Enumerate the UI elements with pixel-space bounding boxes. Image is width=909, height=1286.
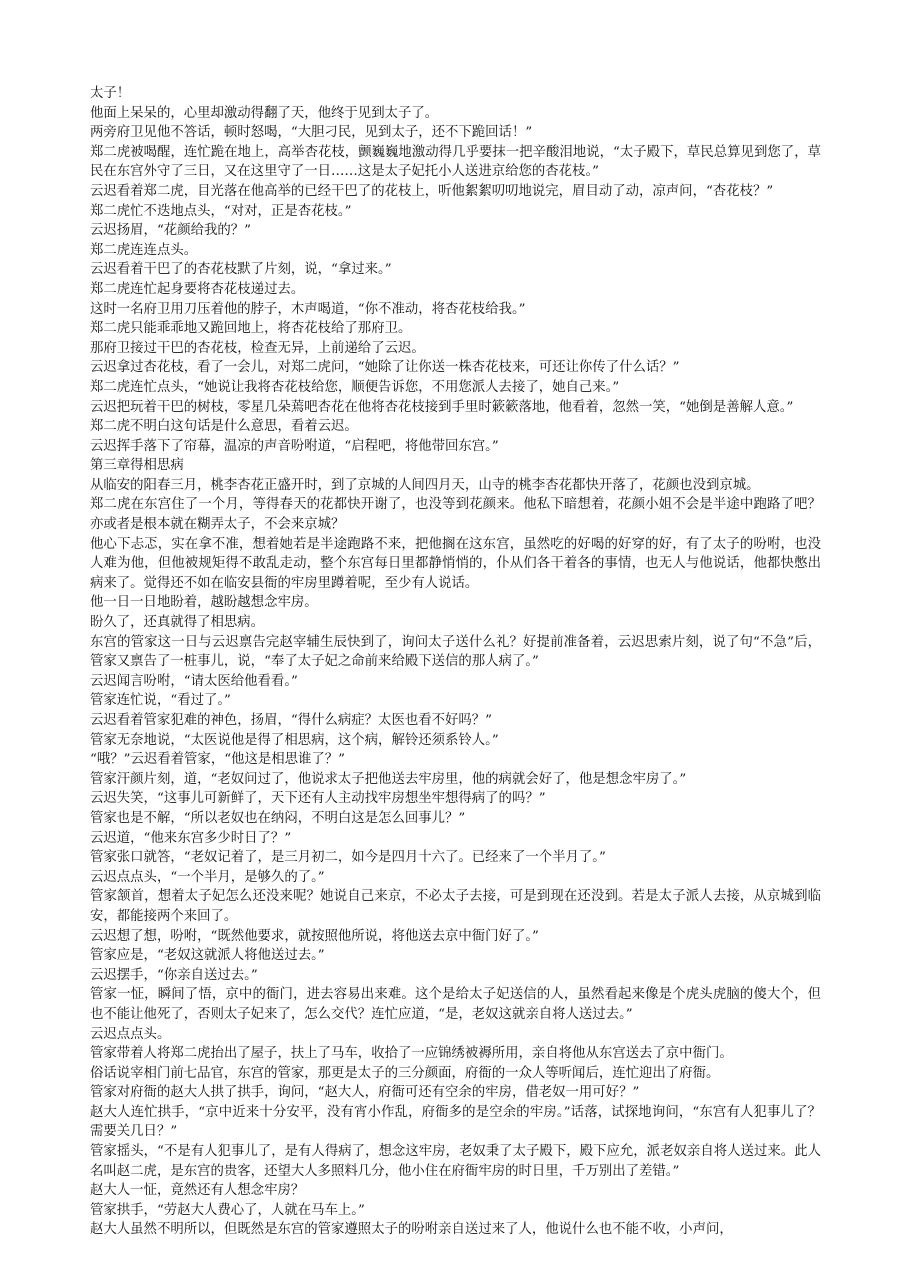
paragraph: 郑二虎连忙起身要将杏花枝递过去。 [90,281,305,297]
paragraph: 郑二虎在东宫住了一个月，等得春天的花都快开谢了，也没等到花颜来。他私下暗想着，花颜小姐不会是半途中跑路了吧？亦或者是根本就在糊弄太子，不会来京城？ [90,497,821,533]
paragraph: 管家连忙说，“看过了。” [90,693,231,709]
paragraph: 赵大人虽然不明所以，但既然是东宫的管家遵照太子的吩咐亲自送过来了人，他说什么也不能不收，小声问， [90,1222,733,1238]
paragraph: 太子！ [90,86,131,101]
paragraph: 云迟道，“他来东宫多少时日了？” [90,830,292,846]
paragraph: 云迟看着干巴了的杏花枝默了片刻，说，“拿过来。” [90,262,392,278]
paragraph: 他一日一日地盼着，越盼越想念牢房。 [90,595,318,611]
paragraph: 郑二虎不明白这句话是什么意思，看着云迟。 [90,419,358,435]
paragraph: 管家张口就答，“老奴记着了，是三月初二，如今是四月十六了。已经来了一个半月了。” [90,850,606,866]
paragraph: 云迟挥手落下了帘幕，温凉的声音吩咐道，“启程吧，将他带回东宫。” [90,438,499,454]
paragraph: 郑二虎连忙点头，“她说让我将杏花枝给您，顺便告诉您，不用您派人去接了，她自己来。” [90,379,620,395]
paragraph: 云迟想了想，吩咐，“既然他要求，就按照他所说，将他送去京中衙门好了。” [90,928,539,944]
paragraph: 管家对府衙的赵大人拱了拱手，询问，“赵大人，府衙可还有空余的牢房，借老奴一用可好？” [90,1085,640,1101]
paragraph: 云迟摆手，“你亲自送过去。” [90,967,258,983]
paragraph: 管家带着人将郑二虎抬出了屋子，扶上了马车，收拾了一应锦绣被褥所用，亲自将他从东宫送去了京中衙门。 [90,1046,733,1062]
paragraph: 管家一怔，瞬间了悟，京中的衙门，进去容易出来难。这个是给太子妃送信的人，虽然看起来像是个虎头虎脑的傻大个，但也不能让他死了，否则太子妃来了，怎么交代？连忙应道，“是，老奴这就亲自将人送过去。” [90,987,821,1022]
paragraph: 管家应是，“老奴这就派人将他送过去。” [90,948,325,964]
paragraph: 云迟点点头。 [90,1026,171,1042]
paragraph: 第三章得相思病 [90,458,184,474]
paragraph: 管家拱手，“劳赵大人费心了，人就在马车上。” [90,1202,365,1218]
paragraph: 东宫的管家这一日与云迟禀告完赵宰辅生辰快到了，询问太子送什么礼？好提前准备着，云迟思索片刻，说了句“不急”后，管家又禀告了一桩事儿，说，“奉了太子妃之命前来给殿下送信的那人病了。” [90,634,821,670]
paragraph: 盼久了，还真就得了相思病。 [90,615,265,631]
paragraph: 云迟拿过杏花枝，看了一会儿，对郑二虎问，“她除了让你送一株杏花枝来，可还让你传了什么话？” [90,360,680,376]
paragraph: 郑二虎忙不迭地点头，“对对，正是杏花枝。” [90,203,352,219]
paragraph: 俗话说宰相门前七品官，东宫的管家，那更是太子的三分颜面，府衙的一众人等听闻后，连忙迎出了府衙。 [90,1065,720,1081]
paragraph: 云迟点点头，“一个半月，是够久的了。” [90,869,325,885]
paragraph: 云迟看着郑二虎，目光落在他高举的已经干巴了的花枝上，听他絮絮叨叨地说完，眉目动了动，凉声问，“杏花枝？” [90,183,774,199]
paragraph: 云迟闻言吩咐，“请太医给他看看。” [90,673,298,689]
paragraph: 赵大人连忙拱手，“京中近来十分安平，没有宵小作乱，府衙多的是空余的牢房。”话落，试探地询问，“东宫有人犯事儿了？需要关几日？” [90,1104,821,1140]
paragraph: 这时一名府卫用刀压着他的脖子，木声喝道，“你不准动，将杏花枝给我。” [90,301,526,317]
paragraph: 管家无奈地说，“太医说他是得了相思病，这个病，解铃还须系铃人。” [90,732,499,748]
paragraph: “哦？”云迟看着管家，“他这是相思谁了？” [90,752,346,768]
paragraph: 云迟扬眉，“花颜给我的？” [90,223,251,239]
paragraph: 管家摇头，“不是有人犯事儿了，是有人得病了，想念这牢房，老奴秉了太子殿下，殿下应允，派老奴亲自将人送过来。此人名叫赵二虎，是东宫的贵客，还望大人多照料几分，他小住在府衙牢房的时日里，千万别出了差错。” [90,1144,821,1179]
paragraph: 他心下忐忑，实在拿不准，想着她若是半途跑路不来，把他搁在这东宫，虽然吃的好喝的好穿的好，有了太子的吩咐，也没人难为他，但他被规矩得不敢乱走动，整个东宫每日里都静悄悄的，仆从们各干着各的事情，也无人与他说话，他都快憋出病来了。觉得还不如在临安县衙的牢房里蹲着呢，至少有人说话。 [90,536,821,591]
paragraph: 云迟把玩着干巴的树枝，零星几朵蔫吧杏花在他将杏花枝接到手里时簌簌落地，他看着，忽然一笑，“她倒是善解人意。” [90,399,794,415]
paragraph: 云迟失笑，“这事儿可新鲜了，天下还有人主动找牢房想坐牢想得病了的吗？” [90,791,546,807]
paragraph: 郑二虎被喝醒，连忙跪在地上，高举杏花枝，颤巍巍地激动得几乎要抹一把辛酸泪地说，“太子殿下，草民总算见到您了，草民在东宫外守了三日，又在这里守了一日……这是太子妃托小人送进京给您的杏花枝。” [90,144,821,180]
paragraph: 他面上呆呆的，心里却激动得翻了天，他终于见到太子了。 [90,105,439,121]
paragraph: 管家也是不解，“所以老奴也在纳闷，不明白这是怎么回事儿？” [90,810,466,826]
paragraph: 郑二虎连连点头。 [90,242,198,258]
paragraph: 赵大人一怔，竟然还有人想念牢房？ [90,1183,305,1199]
paragraph: 那府卫接过干巴的杏花枝，检查无异，上前递给了云迟。 [90,340,425,356]
paragraph: 管家颔首，想着太子妃怎么还没来呢？她说自己来京，不必太子去接，可是到现在还没到。若是太子派人去接，从京城到临安，都能接两个来回了。 [90,889,821,924]
paragraph: 郑二虎只能乖乖地又跪回地上，将杏花枝给了那府卫。 [90,321,412,337]
paragraph: 管家汗颜片刻，道，“老奴问过了，他说求太子把他送去牢房里，他的病就会好了，他是想念牢房了。” [90,771,687,787]
paragraph: 两旁府卫见他不答话，顿时怒喝，“大胆刁民，见到太子，还不下跪回话！” [90,125,533,141]
document-body [90,84,821,1240]
paragraph: 云迟看着管家犯难的神色，扬眉，“得什么病症？太医也看不好吗？” [90,713,493,728]
paragraph: 从临安的阳春三月，桃李杏花正盛开时，到了京城的人间四月天，山寺的桃李杏花都快开落了，花颜也没到京城。 [90,477,760,493]
